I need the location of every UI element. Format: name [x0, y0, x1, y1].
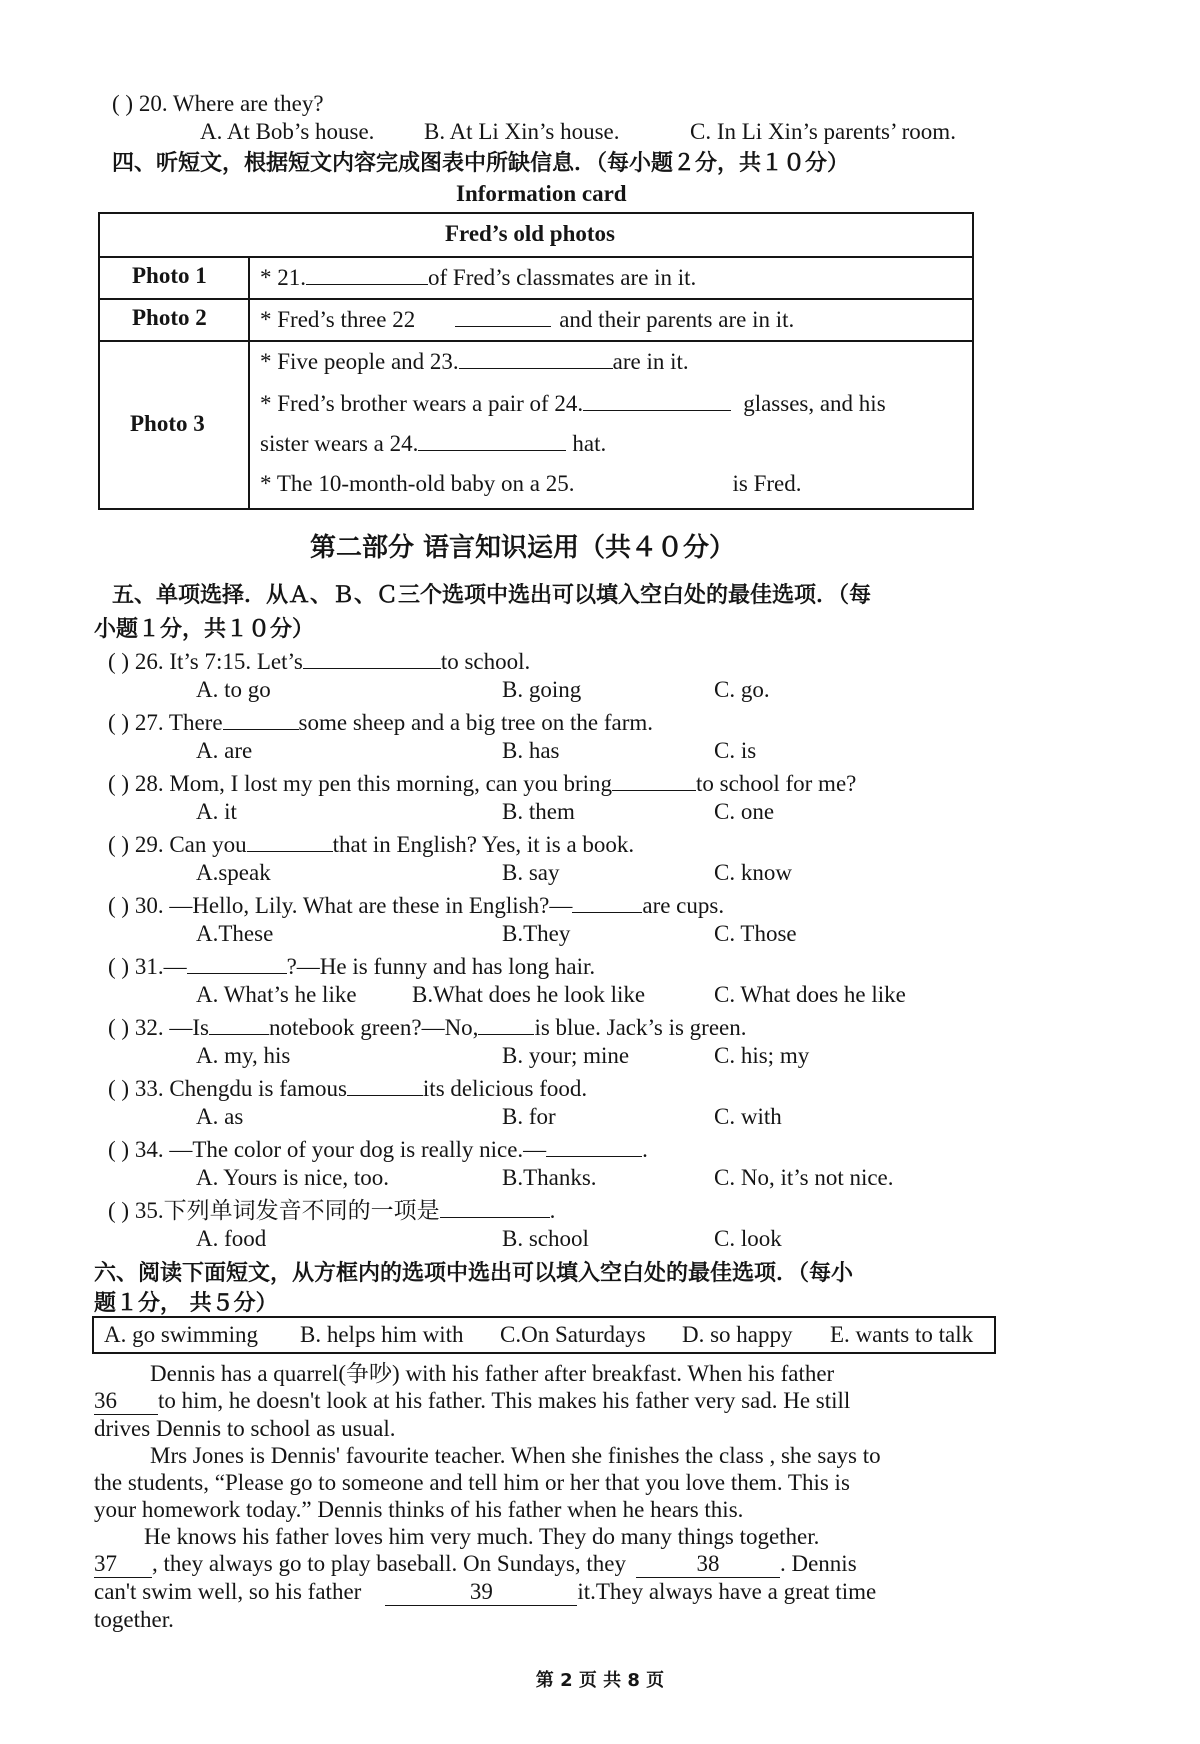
option-e: E. wants to talk — [830, 1322, 974, 1347]
photo1-text — [260, 264, 696, 292]
table-divider — [100, 298, 972, 300]
table-header: Fred’s old photos — [445, 221, 615, 246]
question-text: . — [642, 1137, 648, 1162]
photo3-row3-prefix: sister wears a 24. — [260, 431, 419, 456]
reading-passage — [94, 1360, 960, 1633]
option-c: C. one — [714, 799, 775, 824]
photo3-row4-prefix: * The 10-month-old baby on a 25. — [260, 471, 575, 496]
q20-option-b: B. At Li Xin’s house. — [424, 119, 620, 144]
option-b: B. going — [502, 677, 582, 702]
photo1-label: Photo 1 — [132, 263, 207, 288]
photo1-prefix: * 21. — [260, 265, 306, 290]
question-text: ( ) 26. It’s 7:15. Let’s — [108, 649, 303, 674]
passage-line: drives Dennis to school as usual. — [94, 1416, 396, 1441]
question-stem — [108, 1136, 648, 1164]
answer-blank[interactable] — [247, 831, 333, 852]
photo3-row2-prefix: * Fred’s brother wears a pair of 24. — [260, 391, 584, 416]
question-text: ( ) 34. —The color of your dog is really nice.— — [108, 1137, 547, 1162]
option-b: B.Thanks. — [502, 1165, 597, 1190]
question-stem — [108, 1197, 555, 1225]
option-c: C. What does he like — [714, 982, 906, 1007]
option-c: C. with — [714, 1104, 782, 1129]
question-text: ( ) 28. Mom, I lost my pen this morning, can you bring — [108, 771, 613, 796]
passage-text: can't swim well, so his father — [94, 1579, 362, 1604]
option-a: A. go swimming — [104, 1322, 258, 1347]
answer-blank[interactable] — [347, 1075, 423, 1096]
photo3-label: Photo 3 — [130, 411, 205, 436]
question-text: are cups. — [642, 893, 725, 918]
photo3-row1 — [260, 348, 689, 376]
table-column-divider — [248, 256, 250, 508]
passage-text: it.They always have a great time — [577, 1579, 877, 1604]
question-text: ( ) 29. Can you — [108, 832, 247, 857]
photo2-suffix: and their parents are in it. — [559, 307, 795, 332]
page-footer: 第 2 页 共 8 页 — [535, 1670, 665, 1691]
answer-blank-37[interactable] — [94, 1550, 152, 1578]
option-d: D. so happy — [682, 1322, 793, 1347]
option-a: A. Yours is nice, too. — [196, 1165, 389, 1190]
question-text: ( ) 27. There — [108, 710, 223, 735]
option-b: B. them — [502, 799, 575, 824]
answer-blank-21[interactable] — [306, 264, 428, 285]
question-text: to school. — [440, 649, 531, 674]
passage-line — [94, 1387, 960, 1415]
question-stem — [108, 892, 724, 920]
passage-line: the students, “Please go to someone and tell him or her that you love them. This is — [94, 1470, 850, 1495]
passage-line: together. — [94, 1607, 174, 1632]
option-c: C. is — [714, 738, 757, 763]
section5-title-line1: 五、单项选择．从Ａ、Ｂ、Ｃ三个选项中选出可以填入空白处的最佳选项．（每 — [112, 583, 872, 608]
option-c: C. No, it’s not nice. — [714, 1165, 894, 1190]
question-text: ( ) 30. —Hello, Lily. What are these in English?— — [108, 893, 573, 918]
q20-option-a: A. At Bob’s house. — [200, 119, 375, 144]
photo2-text — [260, 306, 794, 334]
question-text: ( ) 32. —Is — [108, 1015, 209, 1040]
question-text: its delicious food. — [422, 1076, 588, 1101]
answer-blank-24a[interactable] — [583, 390, 731, 411]
question-stem — [108, 709, 653, 737]
passage-line: He knows his father loves him very much. They do many things together. — [144, 1524, 820, 1549]
answer-blank[interactable] — [546, 1136, 642, 1157]
option-a: A. to go — [196, 677, 271, 702]
option-b: B. for — [502, 1104, 556, 1129]
passage-text: , they always go to play baseball. On Sundays, they — [152, 1551, 626, 1576]
option-b: B.They — [502, 921, 571, 946]
table-divider — [100, 340, 972, 342]
passage-text: to him, he doesn't look at his father. This makes his father very sad. He still — [158, 1388, 851, 1413]
option-a: A. What’s he like — [196, 982, 357, 1007]
option-b: B. has — [502, 738, 560, 763]
answer-blank-25[interactable] — [575, 470, 725, 491]
option-c: C. Those — [714, 921, 797, 946]
answer-blank-39[interactable] — [385, 1578, 577, 1606]
photo3-row2 — [260, 390, 886, 418]
card-title: Information card — [456, 181, 627, 206]
question-text: ( ) 31.— — [108, 954, 187, 979]
question-text: is blue. Jack’s is green. — [534, 1015, 747, 1040]
passage-text: . Dennis — [779, 1551, 857, 1576]
section6-title-line2: 题１分， 共５分） — [94, 1291, 278, 1316]
passage-line — [94, 1550, 960, 1578]
q20-option-c: C. In Li Xin’s parents’ room. — [690, 119, 956, 144]
answer-blank-23[interactable] — [459, 348, 613, 369]
option-c: C.On Saturdays — [500, 1322, 646, 1347]
photo3-row1-prefix: * Five people and 23. — [260, 349, 459, 374]
answer-blank[interactable] — [187, 953, 287, 974]
option-a: A. as — [196, 1104, 244, 1129]
option-b: B. school — [502, 1226, 589, 1251]
photo3-row4 — [260, 470, 802, 498]
blank-number-39: 39 — [469, 1579, 493, 1604]
question-text: ( ) 35.下列单词发音不同的一项是 — [108, 1198, 440, 1223]
photo3-row1-suffix: are in it. — [612, 349, 689, 374]
passage-line — [94, 1578, 960, 1606]
question-text: . — [549, 1198, 556, 1223]
option-c: C. his; my — [714, 1043, 810, 1068]
question-stem — [108, 1014, 747, 1042]
option-a: A. are — [196, 738, 253, 763]
option-a: A. food — [196, 1226, 267, 1251]
q20-stem: ( ) 20. Where are they? — [112, 91, 324, 116]
question-text: some sheep and a big tree on the farm. — [298, 710, 653, 735]
photo3-row2-suffix: glasses, and his — [743, 391, 886, 416]
answer-blank-36[interactable] — [94, 1387, 158, 1415]
question-text: to school for me? — [696, 771, 857, 796]
section4-title: 四、听短文，根据短文内容完成图表中所缺信息．（每小题２分，共１０分） — [112, 151, 850, 176]
answer-options-box — [92, 1316, 996, 1354]
question-stem — [108, 1075, 587, 1103]
option-a: A. my, his — [196, 1043, 291, 1068]
photo2-prefix: * Fred’s three 22 — [260, 307, 416, 332]
answer-blank[interactable] — [440, 1197, 550, 1218]
information-card-table — [98, 212, 974, 510]
answer-blank-22[interactable] — [455, 306, 551, 327]
blank-number-37: 37 — [94, 1551, 117, 1576]
option-c: C. go. — [714, 677, 770, 702]
photo3-row4-suffix: is Fred. — [732, 471, 802, 496]
photo2-label: Photo 2 — [132, 305, 207, 330]
part2-title: 第二部分 语言知识运用（共４０分） — [310, 533, 736, 563]
answer-blank-24b[interactable] — [418, 430, 566, 451]
option-c: C. know — [714, 860, 792, 885]
blank-number-38: 38 — [696, 1551, 720, 1576]
option-b: B. say — [502, 860, 560, 885]
blank-number-36: 36 — [94, 1388, 117, 1413]
option-b: B. your; mine — [502, 1043, 630, 1068]
passage-line: Mrs Jones is Dennis' favourite teacher. When she finishes the class , she says to — [150, 1443, 881, 1468]
option-a: A. it — [196, 799, 237, 824]
option-b: B. helps him with — [300, 1322, 464, 1347]
answer-blank[interactable] — [612, 770, 696, 791]
answer-blank[interactable] — [303, 648, 441, 669]
question-stem — [108, 648, 530, 676]
option-c: C. look — [714, 1226, 782, 1251]
answer-blank[interactable] — [223, 709, 299, 730]
option-b: B.What does he look like — [412, 982, 646, 1007]
question-stem — [108, 831, 634, 859]
photo3-row3 — [260, 430, 606, 458]
section5-title-line2: 小题１分，共１０分） — [94, 617, 315, 642]
option-a: A.speak — [196, 860, 271, 885]
question-text: ?—He is funny and has long hair. — [286, 954, 596, 979]
answer-blank[interactable] — [478, 1014, 534, 1035]
passage-line: your homework today.” Dennis thinks of his father when he hears this. — [94, 1497, 744, 1522]
answer-blank-38[interactable] — [636, 1550, 780, 1578]
photo3-row3-suffix: hat. — [572, 431, 607, 456]
table-divider — [100, 256, 972, 258]
passage-line: Dennis has a quarrel(争吵) with his father after breakfast. When his father — [150, 1361, 835, 1386]
question-text: ( ) 33. Chengdu is famous — [108, 1076, 347, 1101]
question-text: notebook green?—No, — [268, 1015, 479, 1040]
question-stem — [108, 770, 856, 798]
photo1-suffix: of Fred’s classmates are in it. — [428, 265, 697, 290]
answer-blank[interactable] — [209, 1014, 269, 1035]
option-a: A.These — [196, 921, 274, 946]
answer-blank[interactable] — [572, 892, 642, 913]
question-text: that in English? Yes, it is a book. — [332, 832, 635, 857]
question-stem — [108, 953, 595, 981]
section6-title-line1: 六、阅读下面短文，从方框内的选项中选出可以填入空白处的最佳选项．（每小 — [94, 1261, 854, 1286]
